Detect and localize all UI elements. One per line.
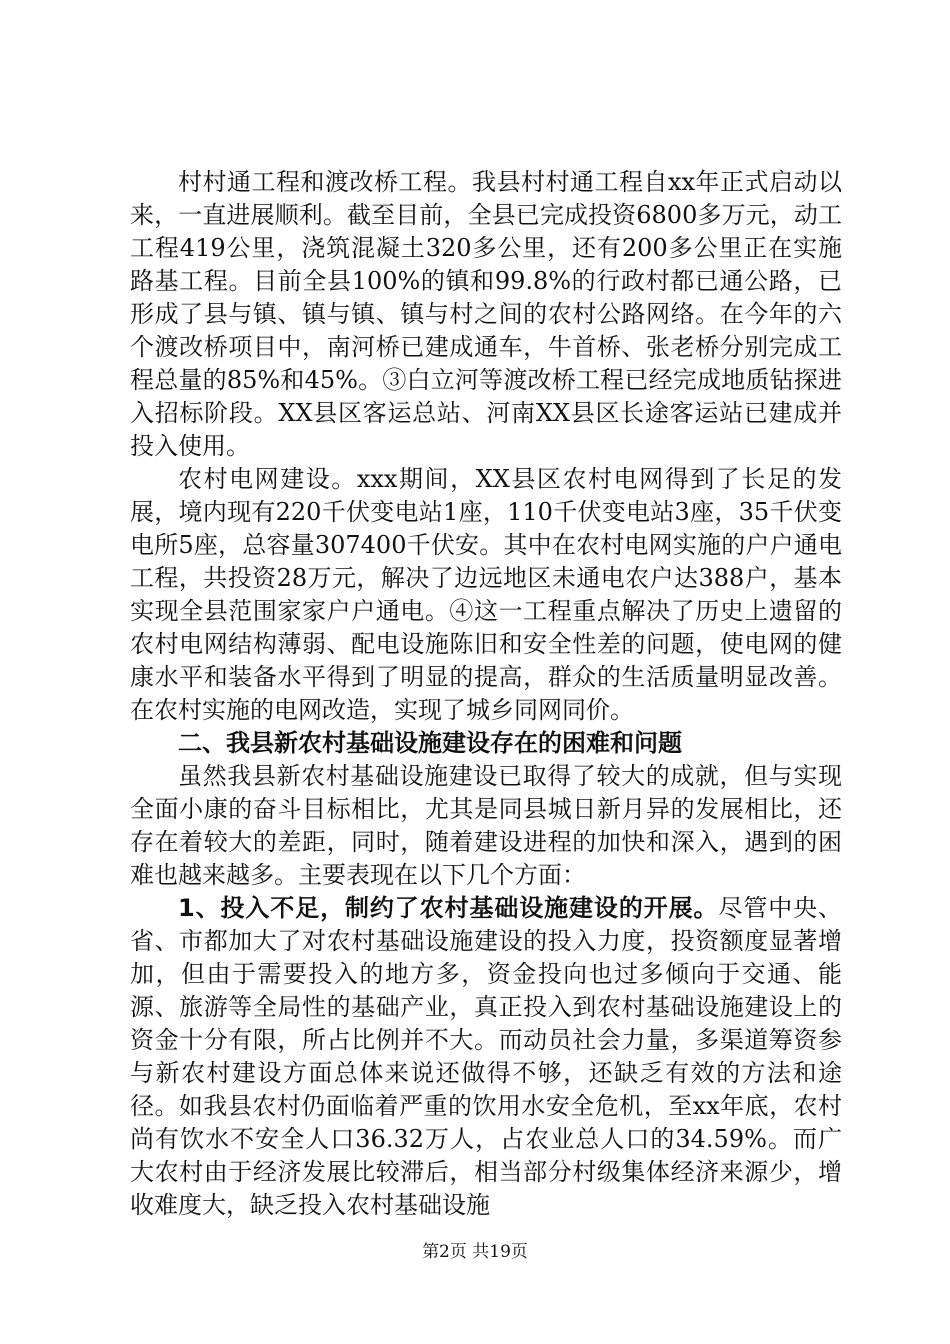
document-body: [130, 166, 842, 1222]
paragraph-rural-roads: 村村通工程和渡改桥工程。我县村村通工程自xx年正式启动以来，一直进展顺利。截至目前，全县已完成投资6800多万元，动工工程419公里，浇筑混凝土320多公里，还有200多公里正在实施路基工程。目前全县100%的镇和99.8%的行政村都已通公路，已形成了县与镇、镇与镇、镇与村之间的农村公路网络。在今年的六个渡改桥项目中，南河桥已建成通车，牛首桥、张老桥分别完成工程总量的85%和45%。③白立河等渡改桥工程已经完成地质钻探进入招标阶段。XX县区客运总站、河南XX县区长途客运站已建成并投入使用。: [130, 168, 842, 460]
page-footer: 第2页 共19页: [422, 1242, 528, 1262]
paragraph-investment-body: 尽管中央、省、市都加大了对农村基础设施建设的投入力度，投资额度显著增加，但由于需要投入的地方多，资金投向也过多倾向于交通、能源、旅游等全局性的基础产业，真正投入到农村基础设施建设上的资金十分有限，所占比例并不大。而动员社会力量，多渠道筹资参与新农村建设方面总体来说还做得不够，还缺乏有效的方法和途径。如我县农村仍面临着严重的饮用水安全危机，至xx年底，农村尚有饮水不安全人口36.32万人，占农业总人口的34.59%。而广大农村由于经济发展比较滞后，相当部分村级集体经济来源少，增收难度大，缺乏投入农村基础设施: [130, 894, 843, 1219]
paragraph-investment-lead: 1、投入不足，制约了农村基础设施建设的开展。: [178, 894, 719, 922]
paragraph-rural-grid: 农村电网建设。xxx期间，XX县区农村电网得到了长足的发展，境内现有220千伏变电站1座，110千伏变电站3座，35千伏变电所5座，总容量307400千伏安。其中在农村电网实施的户户通电工程，共投资28万元，解决了边远地区未通电农户达388户，基本实现全县范围家家户户通电。④这一工程重点解决了历史上遗留的农村电网结构薄弱、配电设施陈旧和安全性差的问题，使电网的健康水平和装备水平得到了明显的提高，群众的生活质量明显改善。在农村实施的电网改造，实现了城乡同网同价。: [130, 465, 842, 724]
paragraph-investment: [130, 892, 842, 1222]
paragraph-problems-intro: 虽然我县新农村基础设施建设已取得了较大的成就，但与实现全面小康的奋斗目标相比，尤其是同县城日新月异的发展相比，还存在着较大的差距，同时，随着建设进程的加快和深入，遇到的困难也越来越多。主要表现在以下几个方面：: [130, 762, 842, 889]
section-heading: 二、我县新农村基础设施建设存在的困难和问题: [178, 729, 682, 757]
